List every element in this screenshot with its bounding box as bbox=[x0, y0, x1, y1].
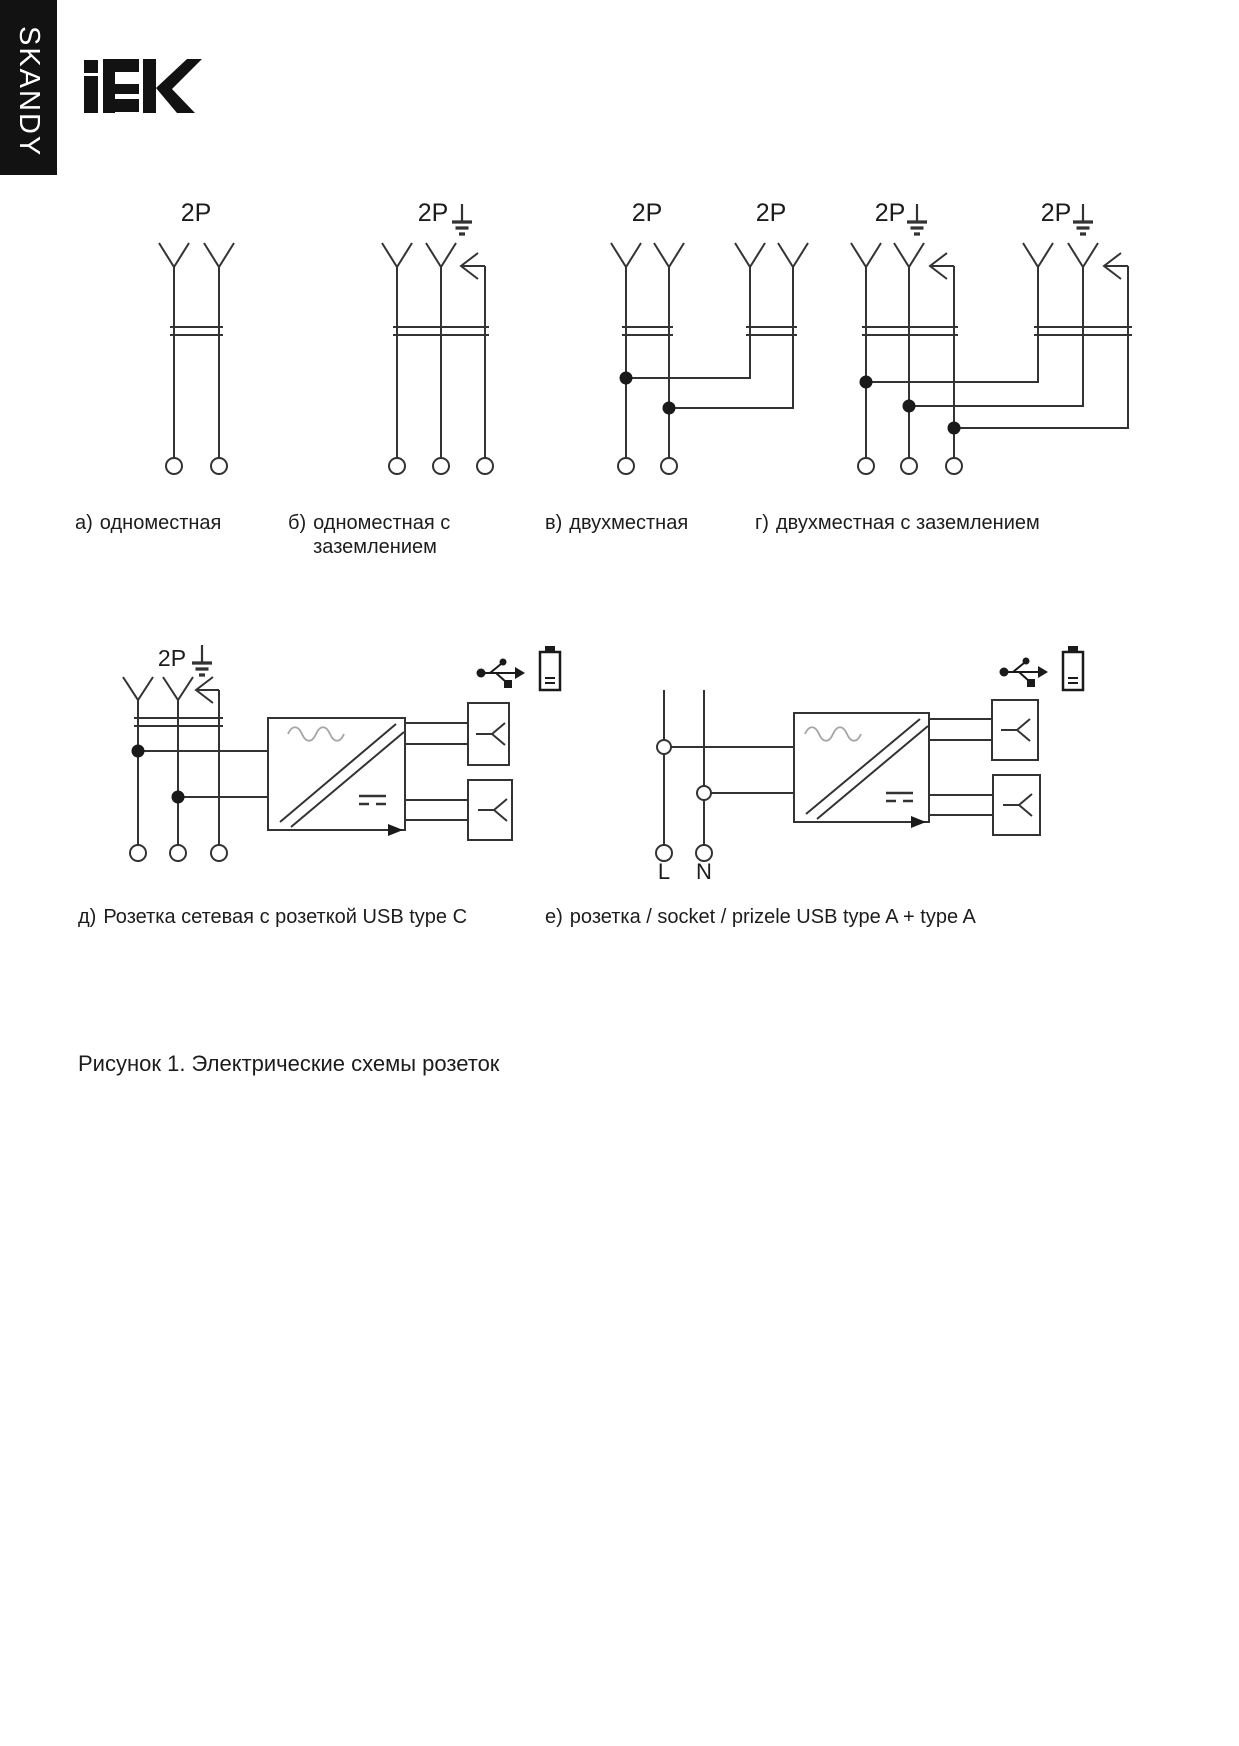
usb-trident-icon bbox=[1000, 658, 1049, 688]
caption-b-prefix: б) bbox=[288, 512, 307, 534]
caption-b bbox=[288, 511, 465, 559]
converter-box bbox=[794, 713, 929, 828]
fork-contact-icon bbox=[476, 723, 505, 745]
pole-label-g-left: 2P bbox=[874, 199, 906, 227]
junction-node bbox=[697, 786, 711, 800]
caption-a bbox=[75, 511, 221, 535]
pole-label-b: 2P bbox=[417, 199, 449, 227]
caption-b-text: одноместная с заземлением bbox=[313, 512, 451, 558]
fork-contact-icon bbox=[478, 799, 507, 821]
socket-contacts-bar bbox=[170, 327, 223, 335]
fork-contact-icon bbox=[1023, 243, 1053, 267]
battery-icon bbox=[1063, 646, 1083, 690]
caption-d-text: Розетка сетевая с розеткой USB type C bbox=[103, 906, 468, 928]
usb-socket-box bbox=[992, 700, 1038, 760]
junction-dot bbox=[860, 376, 873, 389]
fork-contact-icon bbox=[204, 243, 234, 267]
fork-contact-icon bbox=[778, 243, 808, 267]
pole-label-v-left: 2P bbox=[631, 199, 663, 227]
caption-e-prefix: е) bbox=[545, 906, 563, 928]
caption-d-prefix: д) bbox=[78, 906, 97, 928]
caption-g-prefix: г) bbox=[755, 512, 769, 534]
dc-symbol-icon bbox=[886, 793, 913, 801]
output-arrow-icon bbox=[911, 816, 926, 828]
terminal bbox=[618, 458, 634, 474]
caption-e-text: розетка / socket / prizele USB type A + type A bbox=[569, 906, 976, 928]
terminal bbox=[166, 458, 182, 474]
terminal bbox=[477, 458, 493, 474]
fork-contact-icon bbox=[426, 243, 456, 267]
caption-d bbox=[78, 905, 467, 929]
battery-icon bbox=[540, 646, 560, 690]
terminal bbox=[946, 458, 962, 474]
terminal bbox=[901, 458, 917, 474]
socket-contacts-bar bbox=[622, 327, 673, 335]
caption-a-text: одноместная bbox=[99, 512, 222, 534]
terminal bbox=[858, 458, 874, 474]
fork-contact-icon bbox=[1003, 794, 1032, 816]
terminal bbox=[389, 458, 405, 474]
fork-contact-icon bbox=[1068, 243, 1098, 267]
diagram-g-schematic bbox=[851, 204, 1132, 474]
terminal bbox=[130, 845, 146, 861]
fork-contact-icon bbox=[611, 243, 641, 267]
terminal bbox=[170, 845, 186, 861]
diagram-v-schematic bbox=[611, 243, 808, 474]
ac-wave-icon bbox=[288, 727, 344, 741]
caption-a-prefix: а) bbox=[75, 512, 93, 534]
diagram-e-schematic bbox=[656, 646, 1083, 861]
line-terminal-label: L bbox=[657, 859, 671, 884]
caption-v bbox=[545, 511, 688, 535]
junction-dot bbox=[172, 791, 185, 804]
earth-pin-arrow-icon bbox=[1104, 253, 1128, 279]
pole-label-a: 2P bbox=[180, 199, 212, 227]
series-label: SKANDY bbox=[13, 26, 45, 158]
caption-v-prefix: в) bbox=[545, 512, 563, 534]
fork-contact-icon bbox=[1001, 719, 1030, 741]
usb-socket-box bbox=[993, 775, 1040, 835]
terminal bbox=[211, 845, 227, 861]
ac-wave-icon bbox=[805, 727, 861, 741]
figure-caption: Рисунок 1. Электрические схемы розеток bbox=[78, 1051, 500, 1076]
earth-ground-icon bbox=[192, 645, 212, 675]
fork-contact-icon bbox=[382, 243, 412, 267]
output-arrow-icon bbox=[388, 824, 403, 836]
terminal bbox=[433, 458, 449, 474]
dc-symbol-icon bbox=[359, 796, 386, 804]
fork-contact-icon bbox=[159, 243, 189, 267]
junction-dot bbox=[620, 372, 633, 385]
neutral-terminal-label: N bbox=[696, 859, 712, 884]
terminal bbox=[211, 458, 227, 474]
fork-contact-icon bbox=[735, 243, 765, 267]
earth-pin-arrow-icon bbox=[196, 677, 219, 703]
fork-contact-icon bbox=[654, 243, 684, 267]
junction-dot bbox=[948, 422, 961, 435]
pole-label-g-right: 2P bbox=[1040, 199, 1072, 227]
fork-contact-icon bbox=[851, 243, 881, 267]
terminal bbox=[661, 458, 677, 474]
junction-dot bbox=[663, 402, 676, 415]
fork-contact-icon bbox=[894, 243, 924, 267]
converter-box bbox=[268, 718, 405, 836]
usb-trident-icon bbox=[477, 659, 526, 689]
junction-node bbox=[657, 740, 671, 754]
fork-contact-icon bbox=[163, 677, 193, 700]
junction-dot bbox=[132, 745, 145, 758]
socket-contacts-bar bbox=[746, 327, 797, 335]
caption-g-text: двухместная с заземлением bbox=[775, 512, 1040, 534]
diagram-d-schematic bbox=[123, 645, 560, 861]
diagram-b-schematic bbox=[382, 204, 493, 474]
pole-label-d: 2P bbox=[157, 645, 187, 671]
caption-v-text: двухместная bbox=[569, 512, 689, 534]
earth-pin-arrow-icon bbox=[461, 253, 485, 279]
earth-pin-arrow-icon bbox=[930, 253, 954, 279]
fork-contact-icon bbox=[123, 677, 153, 700]
junction-dot bbox=[903, 400, 916, 413]
diagram-a-schematic bbox=[159, 243, 234, 474]
usb-socket-box bbox=[468, 703, 509, 765]
pole-label-v-right: 2P bbox=[755, 199, 787, 227]
caption-g bbox=[755, 511, 1040, 535]
usb-socket-box bbox=[468, 780, 512, 840]
caption-e bbox=[545, 905, 976, 929]
